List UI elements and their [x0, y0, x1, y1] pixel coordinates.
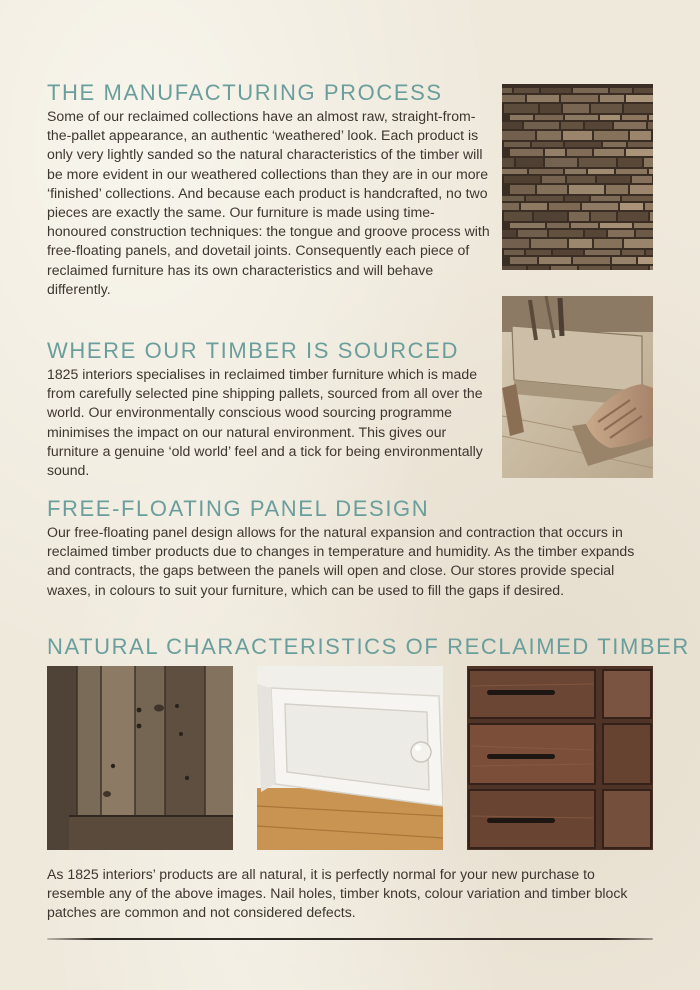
free-floating-panel-text: Our free-floating panel design allows for the natural expansion and contraction that occurs in reclaimed timber products due to changes in temperature and humidity. As the timber expands and contracts, the gaps between the panels will open and close. Our stores provide special waxes, in colours to suit your furniture, which can be used to fill the gaps if desired. [47, 524, 635, 598]
heading-manufacturing-process: THE MANUFACTURING PROCESS [47, 80, 443, 105]
white-drawer-photo [257, 666, 443, 850]
manufacturing-process-text: Some of our reclaimed collections have an almost raw, straight-from-the-pallet appearance, an authentic ‘weathered’ look. Each product is only very lightly sanded so the natural characteristics of the timber will be more evident in our weathered collections than they are in our more ‘finished’ collections. And because each product is handcrafted, no two pieces are exactly the same. Our furniture is made using time-honoured construction techniques: the tongue and groove process with free-floating panels, and dovetail joints. Consequently each piece of reclaimed furniture has its own characteristics and will behave differently. [47, 108, 490, 297]
weathered-wood-door-photo [47, 666, 233, 850]
heading-timber-sourced: WHERE OUR TIMBER IS SOURCED [47, 338, 459, 363]
timber-sourced-text: 1825 interiors specialises in reclaimed timber furniture which is made from carefully selected pine shipping pallets, sourced from all over the world. Our environmentally conscious wood sourcing programme minimises the impact on our natural environment. This gives our furniture a genuine ‘old world’ feel and a tick for being environmentally sound. [47, 366, 483, 479]
natural-characteristics-text: As 1825 interiors’ products are all natural, it is perfectly normal for your new purchase to resemble any of the above images. Nail holes, timber knots, colour variation and timber block patches are common and not considered defects. [47, 866, 628, 921]
heading-free-floating-panel: FREE-FLOATING PANEL DESIGN [47, 496, 430, 521]
heading-natural-characteristics: NATURAL CHARACTERISTICS OF RECLAIMED TIMBER [47, 634, 690, 659]
stacked-timber-photo [502, 84, 653, 270]
footer-divider [47, 938, 653, 940]
chest-of-drawers-photo [467, 666, 653, 850]
craftsman-sanding-photo [502, 296, 653, 478]
